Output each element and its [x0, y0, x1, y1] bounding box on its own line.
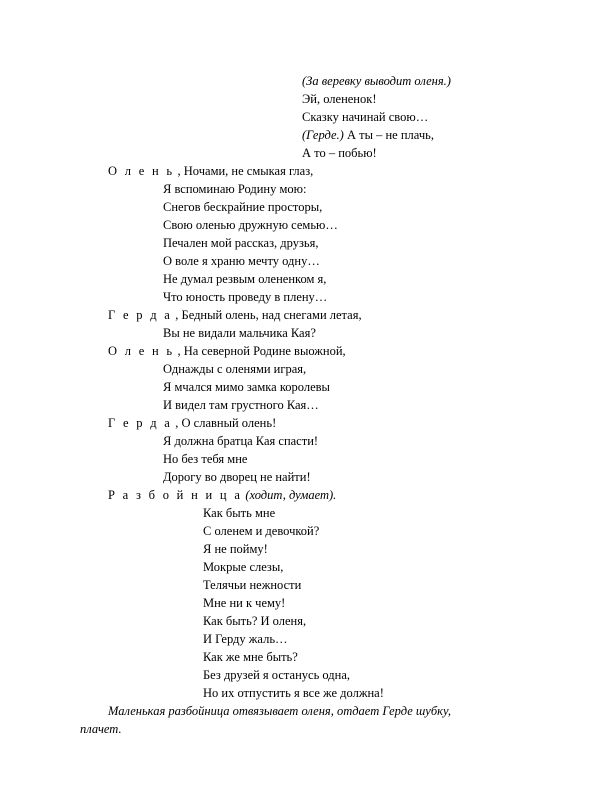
verse-line: Без друзей я останусь одна, — [203, 668, 351, 682]
verse-line: Телячьи нежности — [203, 578, 302, 592]
verse-line: А то – побью! — [302, 146, 377, 160]
verse-line: С оленем и девочкой? — [203, 524, 320, 538]
speaker-name: О л е н ь — [108, 344, 175, 358]
verse-line: , О славный олень! — [172, 416, 277, 430]
verse-line: Дорогу во дворец не найти! — [163, 470, 311, 484]
verse-line: Снегов бескрайние просторы, — [163, 200, 323, 214]
verse-line: Но их отпустить я все же должна! — [203, 686, 384, 700]
verse-line: Я вспоминаю Родину мою: — [163, 182, 307, 196]
verse-line: Как быть? И оленя, — [203, 614, 307, 628]
verse-line: , Ночами, не смыкая глаз, — [174, 164, 314, 178]
verse-line: Как же мне быть? — [203, 650, 298, 664]
verse-line: Эй, олененок! — [302, 92, 377, 106]
verse-line: Вы не видали мальчика Кая? — [163, 326, 316, 340]
verse-line: И Герду жаль… — [203, 632, 288, 646]
stage-direction: (За веревку выводит оленя.) — [302, 74, 451, 88]
verse-line: Не думал резвым олененком я, — [163, 272, 327, 286]
verse-line: , На северной Родине выожной, — [174, 344, 346, 358]
speaker-name: О л е н ь — [108, 164, 175, 178]
verse-line: Свою оленью дружную семью… — [163, 218, 338, 232]
verse-line: Мне ни к чему! — [203, 596, 286, 610]
aside-text: А ты – не плачь, — [343, 128, 434, 142]
stage-direction: (ходит, думает). — [242, 488, 337, 502]
verse-line: Печален мой рассказ, друзья, — [163, 236, 319, 250]
verse-line: О воле я храню мечту одну… — [163, 254, 320, 268]
verse-line: Но без тебя мне — [163, 452, 248, 466]
speech-first-line — [108, 344, 346, 358]
speech-first-line — [108, 164, 313, 178]
aside-direction: (Герде.) — [302, 128, 344, 142]
speaker-name: Г е р д а — [108, 416, 173, 430]
verse-line: Что юность проведу в плену… — [163, 290, 328, 304]
verse-line: Я мчался мимо замка королевы — [163, 380, 330, 394]
speech-first-line — [108, 488, 336, 502]
speaker-name: Р а з б о й н и ц а — [108, 488, 243, 502]
verse-line: Однажды с оленями играя, — [163, 362, 307, 376]
verse-line — [302, 128, 434, 142]
verse-line: Мокрые слезы, — [203, 560, 284, 574]
verse-line: Я должна братца Кая спасти! — [163, 434, 319, 448]
final-stage-direction-cont: плачет. — [80, 722, 122, 736]
verse-line: Как быть мне — [203, 506, 276, 520]
speech-first-line — [108, 308, 362, 322]
verse-line: Сказку начинай свою… — [302, 110, 429, 124]
speech-first-line — [108, 416, 276, 430]
verse-line: Я не пойму! — [203, 542, 268, 556]
speaker-name: Г е р д а — [108, 308, 173, 322]
verse-line: И видел там грустного Кая… — [163, 398, 319, 412]
verse-line: , Бедный олень, над снегами летая, — [172, 308, 362, 322]
final-stage-direction: Маленькая разбойница отвязывает оленя, отдает Герде шубку, — [108, 704, 452, 718]
